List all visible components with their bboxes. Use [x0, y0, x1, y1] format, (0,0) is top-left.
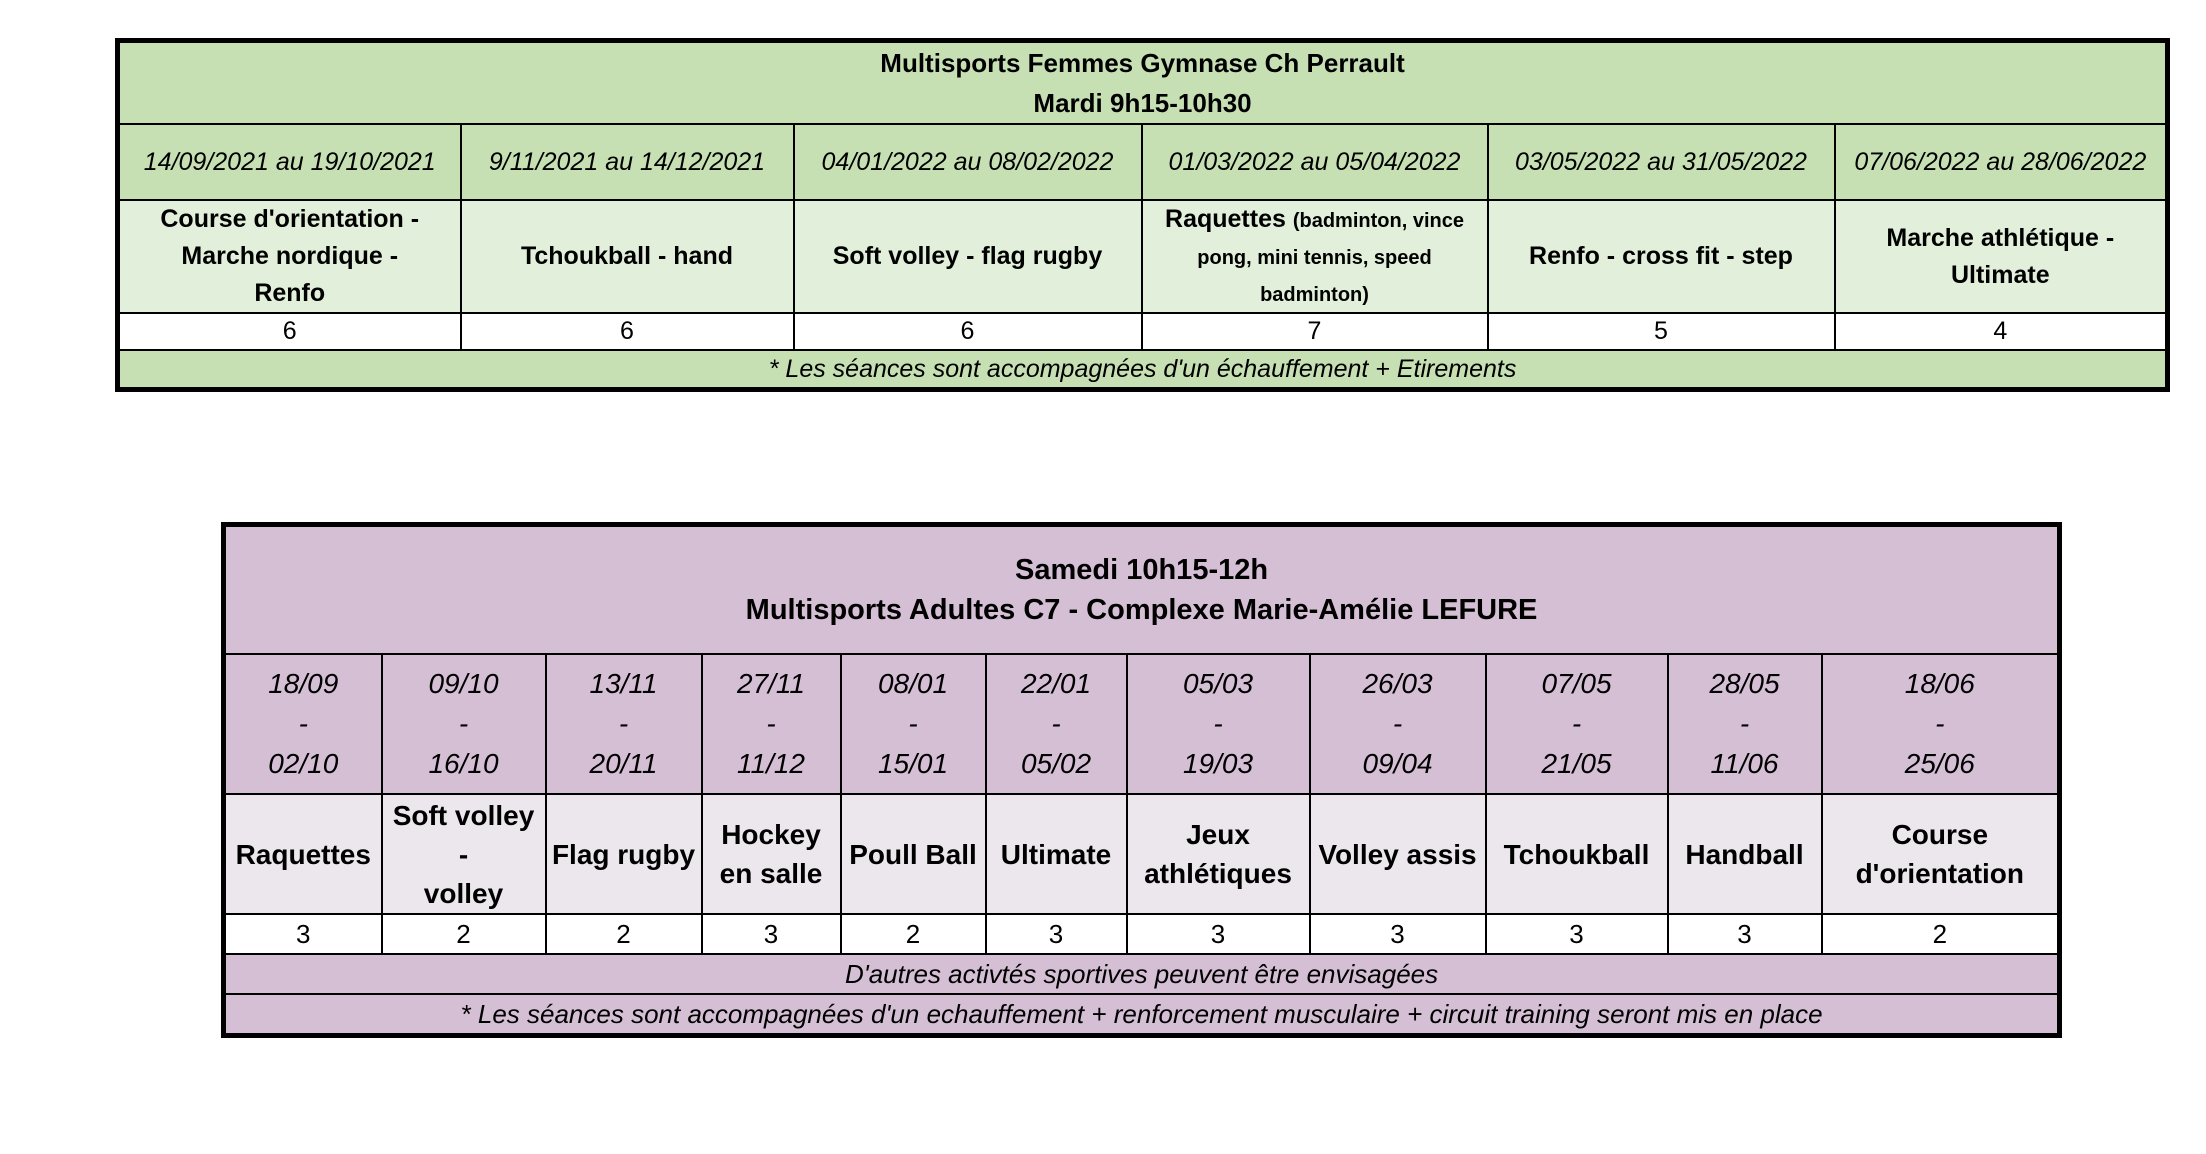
- table2-activity: Ultimate: [986, 794, 1127, 914]
- date-dash: -: [618, 708, 629, 739]
- table2-activity: Handball: [1668, 794, 1822, 914]
- date-start: 13/11: [589, 668, 658, 699]
- date-start: 28/05: [1709, 668, 1780, 699]
- table1-dates: 9/11/2021 au 14/12/2021: [461, 124, 794, 200]
- table2-activity: [1127, 794, 1310, 914]
- date-end: 19/03: [1182, 748, 1254, 779]
- date-end: 15/01: [877, 748, 949, 779]
- table1-activity-detail: (badminton, vince pong, mini tennis, speed badminton): [1197, 210, 1464, 306]
- table2-count: 2: [546, 914, 702, 954]
- table2-activity: Raquettes: [224, 794, 382, 914]
- table1-counts-row: [118, 313, 2168, 350]
- date-end: 11/12: [737, 748, 805, 779]
- table1-activity-text: Course d'orientation - Marche nordique -Renfo: [160, 205, 420, 307]
- table2-dates: [546, 654, 702, 794]
- date-dash: -: [458, 708, 469, 739]
- table1-dates: 14/09/2021 au 19/10/2021: [118, 124, 461, 200]
- table2-count: 3: [1310, 914, 1486, 954]
- table2-activity: [702, 794, 841, 914]
- table1-note: * Les séances sont accompagnées d'un échauffement + Etirements: [118, 350, 2168, 390]
- table1-dates: 07/06/2022 au 28/06/2022: [1835, 124, 2168, 200]
- date-dash: -: [1739, 708, 1750, 739]
- table2-dates: [1127, 654, 1310, 794]
- table2-activity: Flag rugby: [546, 794, 702, 914]
- date-dash: -: [1051, 708, 1061, 739]
- table1-activity: [1835, 200, 2168, 313]
- table1-activity: Tchoukball - hand: [461, 200, 794, 313]
- table2-dates: [224, 654, 382, 794]
- table2-count: 3: [1127, 914, 1310, 954]
- activity-line: Soft volley: [392, 799, 535, 831]
- date-dash: -: [298, 708, 308, 739]
- table2-activity: [382, 794, 546, 914]
- date-dash: -: [1571, 708, 1582, 739]
- date-start: 05/03: [1182, 668, 1254, 699]
- date-dash: -: [1213, 708, 1223, 739]
- table2-dates: [986, 654, 1127, 794]
- date-end: 02/10: [268, 748, 339, 779]
- date-end: 11/06: [1710, 748, 1779, 779]
- table1-title-line2: Mardi 9h15-10h30: [1033, 88, 1252, 118]
- table2-count: 3: [1486, 914, 1668, 954]
- table2-dates: [1486, 654, 1668, 794]
- table2-activity: Poull Ball: [841, 794, 986, 914]
- table1-activity: [118, 200, 461, 313]
- table2-count: 2: [1822, 914, 2060, 954]
- table1-activities-row: [118, 200, 2168, 313]
- date-end: 20/11: [589, 748, 658, 779]
- activity-line: Hockey: [721, 819, 821, 850]
- activity-line: athlétiques: [1144, 858, 1292, 889]
- activity-line: d'orientation: [1855, 858, 2025, 889]
- table1-dates: 03/05/2022 au 31/05/2022: [1488, 124, 1835, 200]
- date-end: 21/05: [1541, 748, 1612, 779]
- date-dash: -: [1392, 708, 1403, 739]
- activity-line: Jeux: [1186, 819, 1250, 850]
- table2-count: 2: [841, 914, 986, 954]
- table1-activity: Renfo - cross fit - step: [1488, 200, 1835, 313]
- table2-note-sessions: * Les séances sont accompagnées d'un echauffement + renforcement musculaire + circuit training seront mis en place: [224, 994, 2060, 1036]
- date-dash: -: [766, 708, 776, 739]
- activity-line: volley: [423, 877, 504, 909]
- table2-dates: [841, 654, 986, 794]
- table1-count: 6: [461, 313, 794, 350]
- table2-count: 3: [986, 914, 1127, 954]
- table1-count: 4: [1835, 313, 2168, 350]
- table-multisports-femmes: [115, 38, 2170, 392]
- table2-note-activities: D'autres activtés sportives peuvent être envisagées: [224, 954, 2060, 994]
- table2-dates-row: [224, 654, 2060, 794]
- date-start: 22/01: [1020, 668, 1092, 699]
- table2-dates: [702, 654, 841, 794]
- table2-activity: Volley assis: [1310, 794, 1486, 914]
- activity-line: -: [458, 838, 469, 870]
- date-dash: -: [908, 708, 918, 739]
- date-start: 27/11: [737, 668, 805, 699]
- table1-count: 6: [794, 313, 1142, 350]
- table2-activity: [1822, 794, 2060, 914]
- table2-title: [224, 525, 2060, 655]
- table2-title-line1: Samedi 10h15-12h: [1015, 554, 1269, 586]
- table1-count: 7: [1142, 313, 1488, 350]
- date-start: 18/09: [268, 668, 339, 699]
- table1-title: [118, 41, 2168, 125]
- date-dash: -: [1935, 708, 1945, 739]
- table2-counts-row: [224, 914, 2060, 954]
- table1-dates-row: [118, 124, 2168, 200]
- table2-dates: [1310, 654, 1486, 794]
- activity-line: Course: [1891, 819, 1989, 850]
- date-start: 07/05: [1541, 668, 1612, 699]
- table1-count: 5: [1488, 313, 1835, 350]
- table1-activity-text: Marche athlétique - Ultimate: [1886, 223, 2115, 289]
- table2-count: 3: [1668, 914, 1822, 954]
- date-end: 05/02: [1020, 748, 1092, 779]
- activity-line: en salle: [719, 858, 823, 889]
- table2-title-line2: Multisports Adultes C7 - Complexe Marie-Amélie LEFURE: [745, 594, 1538, 626]
- table1-activity-text: Raquettes: [1165, 205, 1286, 233]
- table1-title-line1: Multisports Femmes Gymnase Ch Perrault: [880, 48, 1405, 78]
- table2-activity: Tchoukball: [1486, 794, 1668, 914]
- table2-dates: [1822, 654, 2060, 794]
- table2-count: 2: [382, 914, 546, 954]
- date-end: 25/06: [1904, 748, 1975, 779]
- table1-dates: 04/01/2022 au 08/02/2022: [794, 124, 1142, 200]
- date-end: 16/10: [428, 748, 499, 779]
- table2-dates: [1668, 654, 1822, 794]
- date-start: 09/10: [428, 668, 499, 699]
- table-multisports-adultes: [221, 522, 2062, 1038]
- table1-count: 6: [118, 313, 461, 350]
- table2-count: 3: [224, 914, 382, 954]
- table1-activity: [1142, 200, 1488, 313]
- table2-count: 3: [702, 914, 841, 954]
- table1-dates: 01/03/2022 au 05/04/2022: [1142, 124, 1488, 200]
- date-start: 26/03: [1362, 668, 1433, 699]
- table2-activities-row: [224, 794, 2060, 914]
- table2-dates: [382, 654, 546, 794]
- date-end: 09/04: [1362, 748, 1433, 779]
- table1-activity: Soft volley - flag rugby: [794, 200, 1142, 313]
- date-start: 08/01: [877, 668, 949, 699]
- date-start: 18/06: [1904, 668, 1975, 699]
